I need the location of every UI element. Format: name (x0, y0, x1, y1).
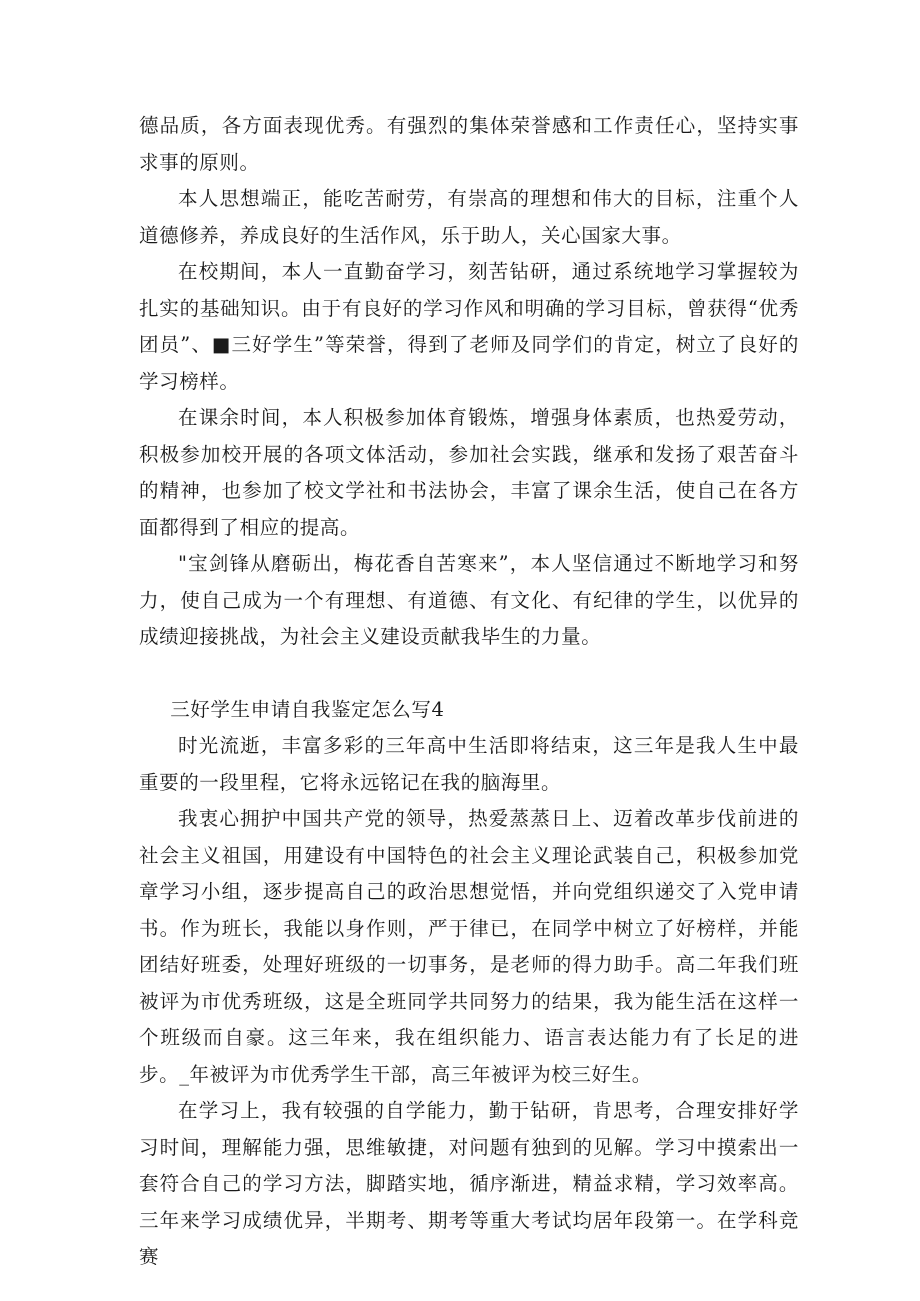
paragraph: 本人思想端正，能吃苦耐劳，有崇高的理想和伟大的目标，注重个人道德修养，养成良好的生活作风，乐于助人，关心国家大事。 (139, 187, 799, 247)
section-heading: 三好学生申请自我鉴定怎么写4 (170, 697, 445, 721)
paragraph: 时光流逝，丰富多彩的三年高中生活即将结束，这三年是我人生中最重要的一段里程，它将永远铭记在我的脑海里。 (139, 734, 799, 794)
paragraph: 在校期间，本人一直勤奋学习，刻苦钻研，通过系统地学习掌握较为扎实的基础知识。由于有良好的学习作风和明确的学习目标，曾获得“优秀团员”、■三好学生”等荣誉，得到了老师及同学们的肯定，树立了良好的学习榜样。 (139, 260, 799, 393)
paragraph: "宝剑锋从磨砺出，梅花香自苦寒来”，本人坚信通过不断地学习和努力，使自己成为一个有理想、有道德、有文化、有纪律的学生，以优异的成绩迎接挑战，为社会主义建设贡献我毕生的力量。 (139, 552, 799, 648)
paragraph: 在学习上，我有较强的自学能力，勤于钻研，肯思考，合理安排好学习时间，理解能力强，思维敏捷，对问题有独到的见解。学习中摸索出一套符合自己的学习方法，脚踏实地，循序渐进，精益求精，学习效率高。三年来学习成绩优异，半期考、期考等重大考试均居年段第一。在学科竞赛 (139, 1099, 799, 1268)
document-page (139, 108, 799, 1276)
paragraph-continued: 德品质，各方面表现优秀。有强烈的集体荣誉感和工作责任心，坚持实事求事的原则。 (139, 114, 799, 174)
paragraph: 我衷心拥护中国共产党的领导，热爱蒸蒸日上、迈着改革步伐前进的社会主义祖国，用建设有中国特色的社会主义理论武装自己，积极参加党章学习小组，逐步提高自己的政治思想觉悟，并向党组织递交了入党申请书。作为班长，我能以身作则，严于律已，在同学中树立了好榜样，并能团结好班委，处理好班级的一切事务，是老师的得力助手。高二年我们班被评为市优秀班级，这是全班同学共同努力的结果，我为能生活在这样一个班级而自豪。这三年来，我在组织能力、语言表达能力有了长足的进步。_年被评为市优秀学生干部，高三年被评为校三好生。 (139, 807, 799, 1086)
paragraph: 在课余时间，本人积极参加体育锻炼，增强身体素质，也热爱劳动，积极参加校开展的各项文体活动，参加社会实践，继承和发扬了艰苦奋斗的精神，也参加了校文学社和书法协会，丰富了课余生活，使自己在各方面都得到了相应的提高。 (139, 406, 799, 539)
